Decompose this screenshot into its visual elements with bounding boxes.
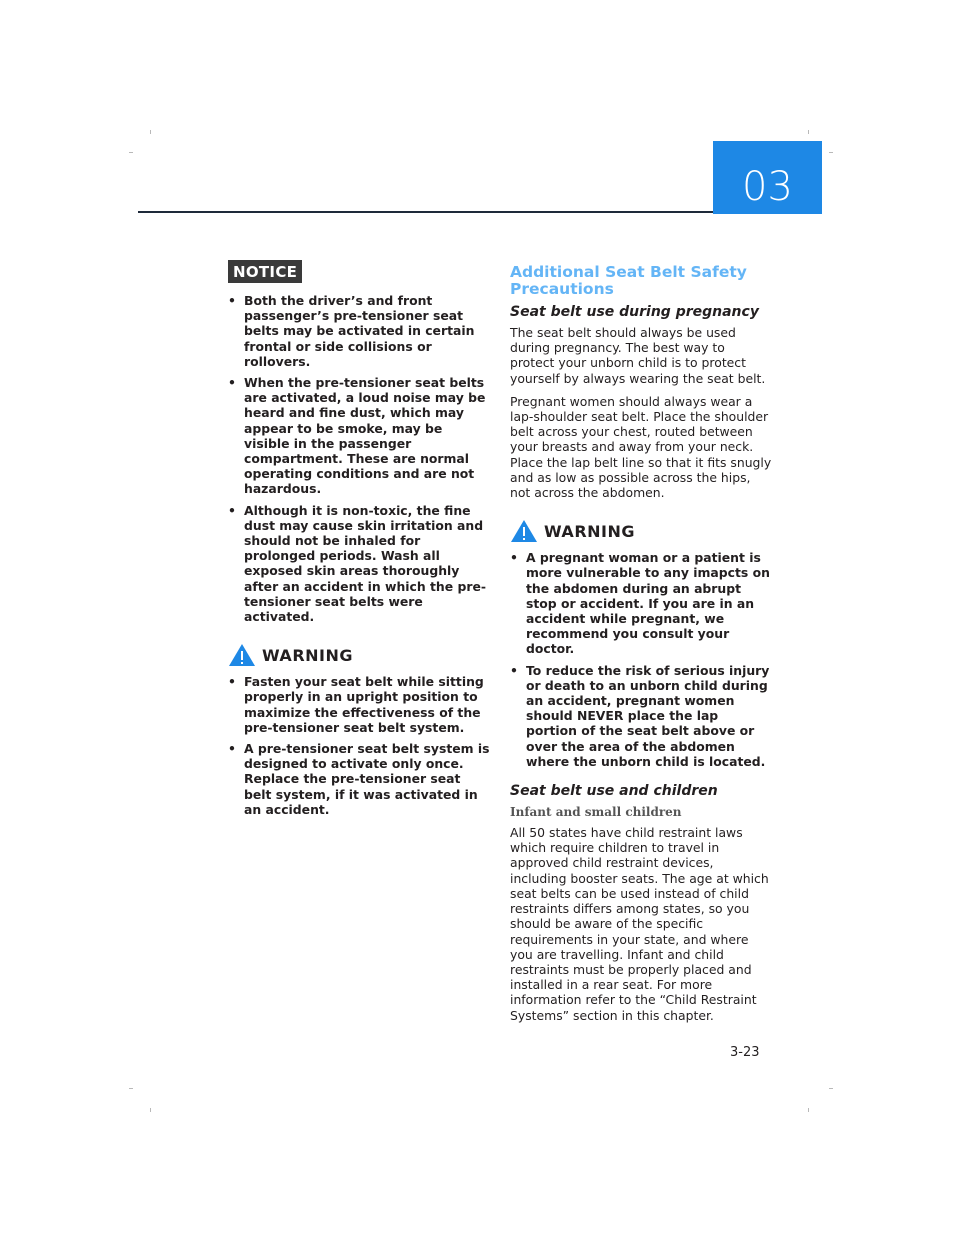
notice-badge: NOTICE [228,260,302,283]
left-column [228,260,490,823]
list-item: • To reduce the risk of serious injury or death to an unborn child during an accident, pregnant women should NEVER place the lap portion of the seat belt above or over the area of the abdomen where the unborn child is located. [510,662,770,769]
list-item: • A pregnant woman or a patient is more vulnerable to any imapcts on the abdomen during an abrupt stop or accident. If you are in an accident while pregnant, we recommend you consult your doctor. [510,550,770,657]
warning-list [228,674,490,817]
crop-mark [808,1108,809,1112]
infant-heading: Infant and small children [510,805,682,820]
crop-mark [150,130,151,134]
crop-mark [129,152,133,153]
section-title: Additional Seat Belt Safety Precautions [510,263,747,298]
warning-item-text: A pregnant woman or a patient is more vulnerable to any imapcts on the abdomen during an abrupt stop or accident. If you are in an accident while pregnant, we recommend you consult your doctor. [526,550,770,657]
notice-item-text: When the pre-tensioner seat belts are activated, a loud noise may be heard and fine dust, which may appear to be smoke, may be visible in the passenger compartment. These are normal operating conditions and are not hazardous. [244,375,486,497]
children-paragraph: All 50 states have child restraint laws which require children to travel in approved child restraint devices, including booster seats. The age at which seat belts can be used instead of child restraints differs among states, so you should be aware of the specific requirements in your state, and where you are travelling. Infant and child restraints must be properly placed and installed in a rear seat. For more information refer to the “Child Restraint Systems” section in this chapter. [510,825,769,1023]
warning-item-text: To reduce the risk of serious injury or death to an unborn child during an accident, pregnant women should NEVER place the lap portion of the seat belt above or over the area of the abdomen where the unborn child is located. [526,662,770,769]
pregnancy-subtitle: Seat belt use during pregnancy [510,304,759,320]
page-number: 3-23 [730,1045,760,1060]
warning-heading [228,642,490,668]
chapter-tab: 03 [713,141,822,214]
warning-label: WARNING [544,521,635,541]
warning-item-text: A pre-tensioner seat belt system is designed to activate only once. Replace the pre-tensioner seat belt system, if it was activated in an accident. [244,741,490,817]
notice-item-text: Both the driver’s and front passenger’s pre-tensioner seat belts may be activated in certain frontal or side collisions or rollovers. [244,293,475,369]
warning-list [510,550,772,769]
crop-mark [129,1088,133,1089]
warning-icon [510,518,538,544]
pregnancy-paragraph-1: The seat belt should always be used during pregnancy. The best way to protect your unborn child is to protect yourself by always wearing the seat belt. [510,325,766,386]
warning-item-text: Fasten your seat belt while sitting properly in an upright position to maximize the effectiveness of the pre-tensioner seat belt system. [244,674,484,735]
list-item: • Both the driver’s and front passenger’s pre-tensioner seat belts may be activated in certain frontal or side collisions or rollovers. [228,293,475,369]
crop-mark [829,1088,833,1089]
notice-list [228,293,490,624]
crop-mark [829,152,833,153]
header-rule [138,211,713,213]
children-subtitle: Seat belt use and children [510,783,718,800]
warning-label: WARNING [262,645,353,665]
right-column [510,264,772,1031]
warning-heading [510,518,772,544]
notice-item-text: Although it is non-toxic, the fine dust may cause skin irritation and should not be inhaled for prolonged periods. Wash all exposed skin areas thoroughly after an accident in which the pre-tensioner seat belts were activated. [244,502,486,625]
crop-mark [808,130,809,134]
pregnancy-paragraph-2: Pregnant women should always wear a lap-shoulder seat belt. Place the shoulder belt across your chest, routed between your breasts and away from your neck. Place the lap belt line so that it fits snugly and as low as possible across the hips, not across the abdomen. [510,393,772,501]
list-item: • When the pre-tensioner seat belts are activated, a loud noise may be heard and fine dust, which may appear to be smoke, may be visible in the passenger compartment. These are normal operating conditions and are not hazardous. [228,375,486,497]
list-item: • Fasten your seat belt while sitting properly in an upright position to maximize the effectiveness of the pre-tensioner seat belt system. [228,674,484,735]
list-item: • Although it is non-toxic, the fine dust may cause skin irritation and should not be inhaled for prolonged periods. Wash all exposed skin areas thoroughly after an accident in which the pre-tensioner seat belts were activated. [228,502,486,625]
list-item: • A pre-tensioner seat belt system is designed to activate only once. Replace the pre-tensioner seat belt system, if it was activated in an accident. [228,741,490,817]
warning-icon [228,642,256,668]
crop-mark [150,1108,151,1112]
